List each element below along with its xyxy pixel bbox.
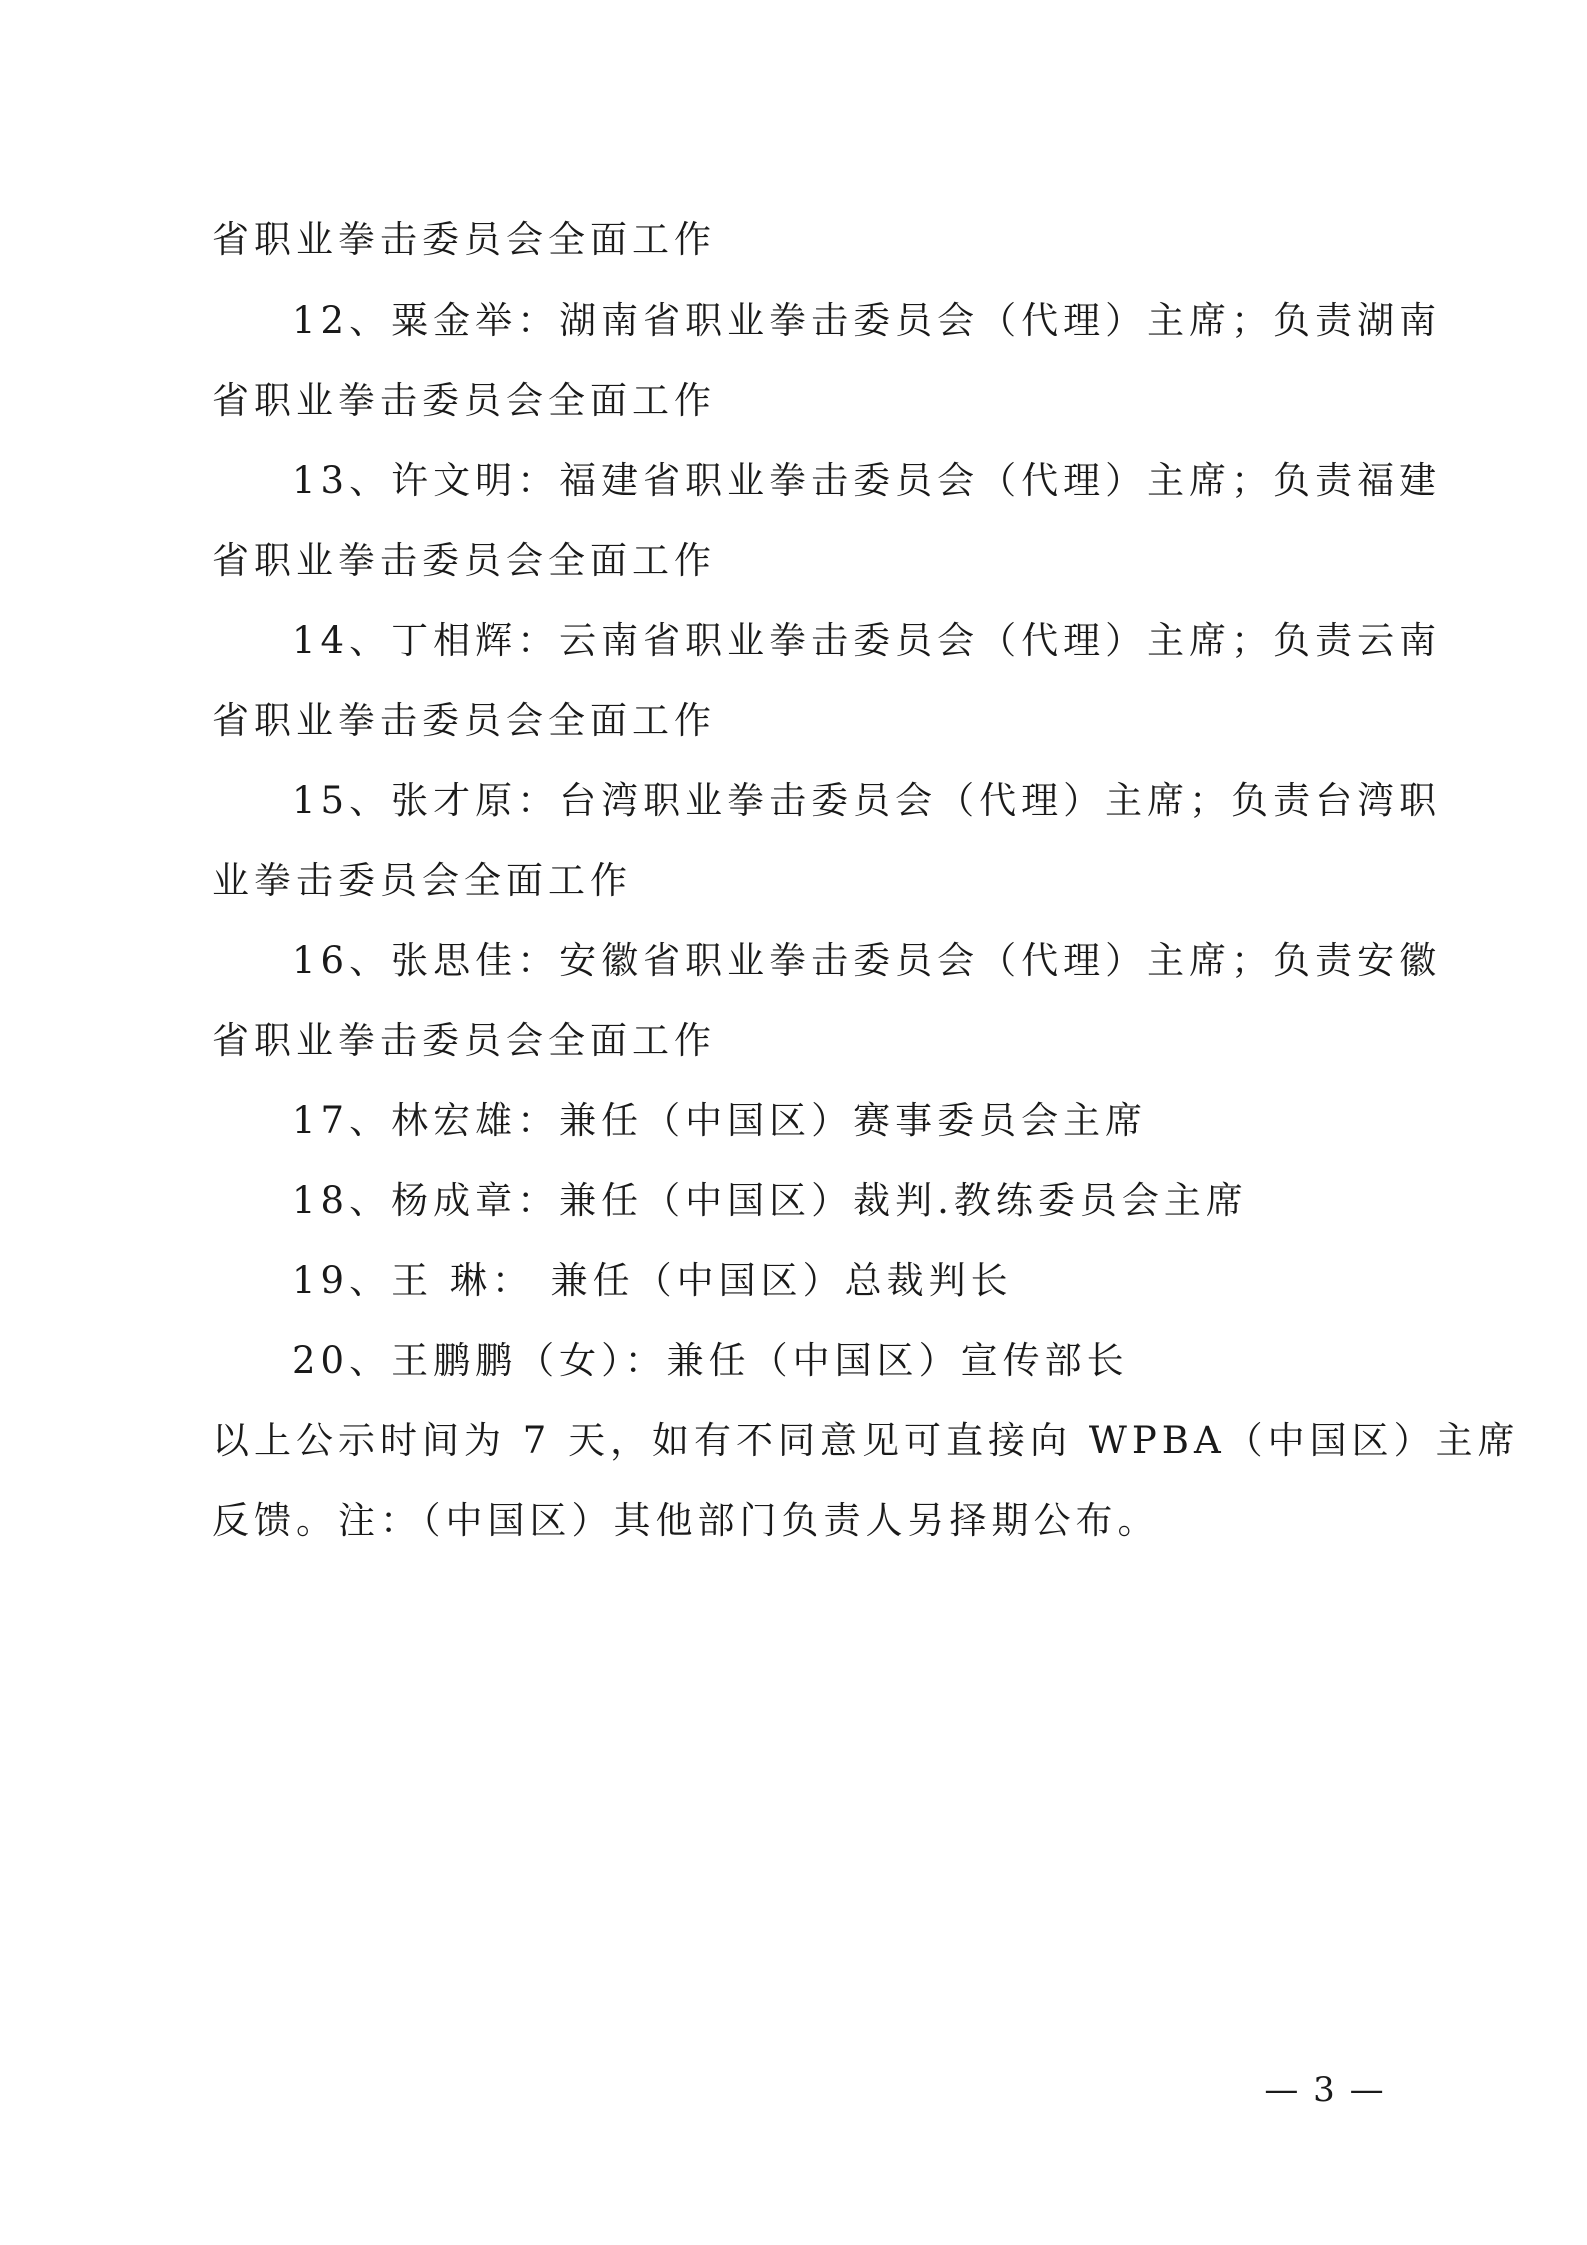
- text-line: 业拳击委员会全面工作: [212, 859, 632, 902]
- text-line: 省职业拳击委员会全面工作: [212, 379, 716, 422]
- text-line: 13、许文明：福建省职业拳击委员会（代理）主席；负责福建: [292, 459, 1442, 502]
- text-line: 省职业拳击委员会全面工作: [212, 539, 716, 582]
- text-line: 以上公示时间为 7 天，如有不同意见可直接向 WPBA（中国区）主席: [212, 1419, 1520, 1462]
- text-line: 17、林宏雄：兼任（中国区）赛事委员会主席: [292, 1099, 1148, 1142]
- text-line: 19、王 琳： 兼任（中国区）总裁判长: [292, 1259, 1013, 1302]
- text-line: 16、张思佳：安徽省职业拳击委员会（代理）主席；负责安徽: [292, 939, 1442, 982]
- text-line: 省职业拳击委员会全面工作: [212, 218, 716, 261]
- text-line: 14、丁相辉：云南省职业拳击委员会（代理）主席；负责云南: [292, 619, 1442, 662]
- text-line: 20、王鹏鹏（女）：兼任（中国区）宣传部长: [292, 1339, 1129, 1382]
- text-line: 省职业拳击委员会全面工作: [212, 1019, 716, 1062]
- text-line: 15、张才原：台湾职业拳击委员会（代理）主席；负责台湾职: [292, 779, 1442, 822]
- text-line: 12、粟金举：湖南省职业拳击委员会（代理）主席；负责湖南: [292, 299, 1442, 342]
- text-line: 省职业拳击委员会全面工作: [212, 699, 716, 742]
- text-line: 18、杨成章：兼任（中国区）裁判.教练委员会主席: [292, 1179, 1248, 1222]
- page-number: — 3 —: [1264, 2070, 1386, 2110]
- text-line: 反馈。注：（中国区）其他部门负责人另择期公布。: [212, 1499, 1160, 1542]
